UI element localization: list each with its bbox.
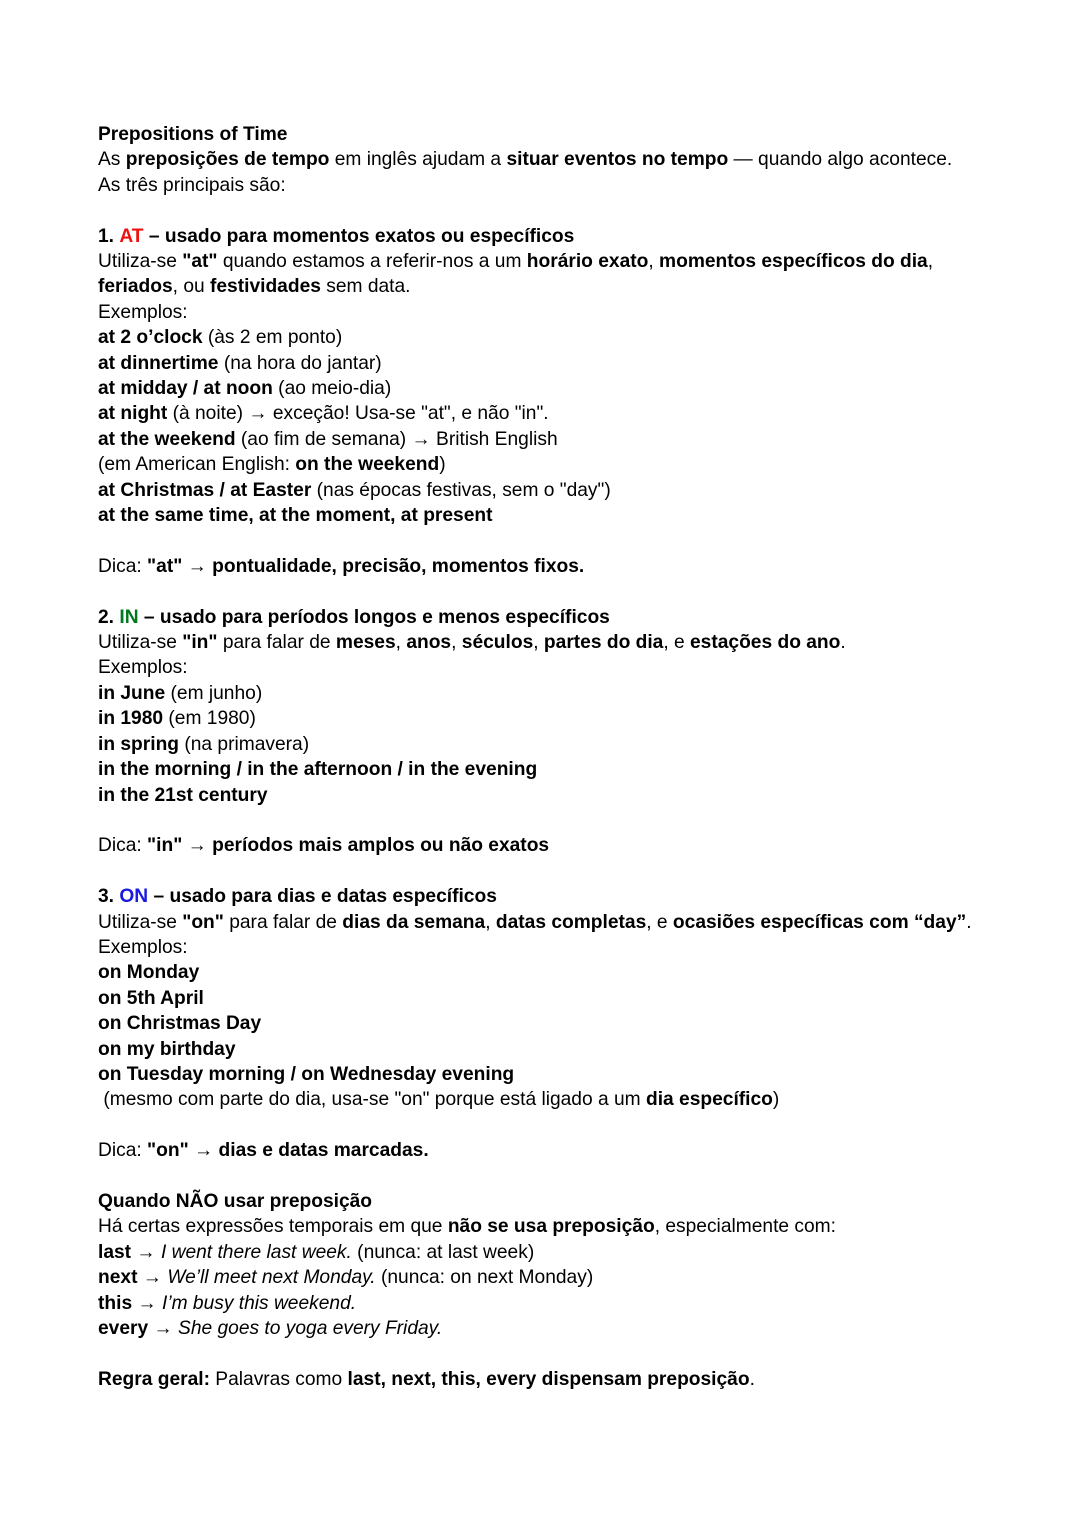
example-item xyxy=(98,376,976,401)
example-term: at Christmas / at Easter xyxy=(98,479,312,501)
example-term: at midday / at noon xyxy=(98,378,273,400)
examples-label-on: Exemplos: xyxy=(98,936,188,958)
section-heading-rest-2: – usado para períodos longos e menos específicos xyxy=(138,606,610,628)
tip-quoted: "at" xyxy=(147,555,183,577)
intro-bold-1: preposições de tempo xyxy=(125,149,330,171)
in-intro-b6: estações do ano xyxy=(690,632,841,654)
final-section-intro xyxy=(98,1214,976,1239)
example-item xyxy=(98,401,976,426)
rule-term: every xyxy=(98,1317,149,1339)
section-heading-rest-1: – usado para momentos exatos ou específicos xyxy=(143,225,575,247)
in-intro-b2: meses xyxy=(335,632,396,654)
tip-label: Dica: xyxy=(98,835,148,857)
at-intro-t3: , xyxy=(648,251,660,273)
in-intro-b1: "in" xyxy=(182,632,218,654)
in-intro-b3: anos xyxy=(406,632,452,654)
at-intro-t6: sem data. xyxy=(320,276,411,298)
section-heading-rest-3: – usado para dias e datas específicos xyxy=(148,886,497,908)
rule-term: last xyxy=(98,1241,132,1263)
rule-item xyxy=(98,1265,976,1290)
rule-term: this xyxy=(98,1292,133,1314)
example-gloss: (nas épocas festivas, sem o "day") xyxy=(311,479,611,501)
intro-text-1: As xyxy=(98,149,126,171)
in-intro-t2: para falar de xyxy=(217,632,336,654)
spacer xyxy=(98,579,976,604)
example-item xyxy=(98,1037,976,1062)
section-number-3: 3. xyxy=(98,886,115,908)
spacer xyxy=(98,528,976,553)
example-term: in 1980 xyxy=(98,708,164,730)
at-intro-b3: momentos específicos do dia xyxy=(659,251,928,273)
tip-label: Dica: xyxy=(98,555,148,577)
example-gloss: (mesmo com parte do dia, usa-se "on" porque está ligado a um xyxy=(98,1089,646,1111)
example-item xyxy=(98,986,976,1011)
section-intro-in xyxy=(98,630,976,655)
document-body xyxy=(98,122,976,1392)
intro-text-3: — quando algo acontece. As três principais são: xyxy=(98,149,957,196)
on-intro-b3: datas completas xyxy=(495,911,647,933)
examples-label-at: Exemplos: xyxy=(98,301,188,323)
on-intro-t2: para falar de xyxy=(223,911,343,933)
section-heading-in xyxy=(98,605,976,630)
example-item xyxy=(98,478,976,503)
tip-quoted: "on" xyxy=(147,1140,189,1162)
example-term: at the same time, at the moment, at present xyxy=(98,505,493,527)
example-term: dia específico xyxy=(645,1089,773,1111)
example-gloss: (na primavera) xyxy=(179,733,310,755)
arrow-icon: → xyxy=(182,555,213,577)
spacer xyxy=(98,859,976,884)
section-heading-on xyxy=(98,884,976,909)
example-item xyxy=(98,706,976,731)
arrow-icon: → xyxy=(132,1292,162,1314)
example-term: on 5th April xyxy=(98,987,204,1009)
tip-label: Dica: xyxy=(98,1140,148,1162)
in-intro-t7: . xyxy=(840,632,846,654)
example-term: at the weekend xyxy=(98,428,236,450)
example-gloss: (ao fim de semana) → British English xyxy=(235,428,558,450)
at-intro-t4: , xyxy=(927,251,939,273)
rule-item xyxy=(98,1316,976,1341)
rule-note: (nunca: on next Monday) xyxy=(375,1267,594,1289)
example-gloss: (à noite) → exceção! Usa-se "at", e não "in". xyxy=(167,403,549,425)
tip-text: pontualidade, precisão, momentos fixos. xyxy=(212,555,585,577)
in-intro-t3: , xyxy=(395,632,407,654)
tip-text: períodos mais amplos ou não exatos xyxy=(212,835,550,857)
rule-example: I’m busy this weekend. xyxy=(161,1292,357,1314)
example-term: on Monday xyxy=(98,962,200,984)
example-item xyxy=(98,732,976,757)
arrow-icon: → xyxy=(137,1267,168,1289)
example-gloss: (em 1980) xyxy=(163,708,256,730)
example-term: at night xyxy=(98,403,168,425)
keyword-in: IN xyxy=(119,606,139,628)
in-intro-b4: séculos xyxy=(461,632,534,654)
example-gloss: (ao meio-dia) xyxy=(272,378,392,400)
at-intro-t2: quando estamos a referir-nos a um xyxy=(217,251,527,273)
intro-paragraph xyxy=(98,147,976,198)
keyword-at: AT xyxy=(119,225,144,247)
examples-label-in: Exemplos: xyxy=(98,657,188,679)
example-item xyxy=(98,960,976,985)
at-intro-b4: feriados xyxy=(98,276,173,298)
final-intro-t1: Há certas expressões temporais em que xyxy=(98,1216,448,1238)
in-intro-t5: , xyxy=(533,632,544,654)
example-term: at dinnertime xyxy=(98,352,219,374)
rule-item xyxy=(98,1240,976,1265)
on-intro-t5: . xyxy=(966,911,972,933)
rule-item xyxy=(98,1291,976,1316)
in-intro-t1: Utiliza-se xyxy=(98,632,183,654)
example-term: in spring xyxy=(98,733,180,755)
example-item xyxy=(98,1011,976,1036)
example-term: in June xyxy=(98,682,166,704)
example-gloss: (na hora do jantar) xyxy=(218,352,382,374)
on-intro-b2: dias da semana xyxy=(342,911,486,933)
example-gloss-tail: ) xyxy=(772,1089,780,1111)
rule-example: She goes to yoga every Friday. xyxy=(178,1317,443,1339)
example-term: on the weekend xyxy=(295,454,440,476)
example-item xyxy=(98,1087,976,1112)
example-item xyxy=(98,783,976,808)
on-intro-b4: ocasiões específicas com “day” xyxy=(672,911,967,933)
tip-quoted: "in" xyxy=(147,835,183,857)
keyword-on: ON xyxy=(119,886,149,908)
example-gloss: (em junho) xyxy=(165,682,263,704)
on-intro-b1: "on" xyxy=(182,911,224,933)
at-intro-b5: festividades xyxy=(210,276,321,298)
on-intro-t3: , xyxy=(485,911,496,933)
example-term: on Christmas Day xyxy=(98,1013,262,1035)
spacer xyxy=(98,1341,976,1366)
example-term: on Tuesday morning / on Wednesday evening xyxy=(98,1063,515,1085)
intro-text-2: em inglês ajudam a xyxy=(329,149,507,171)
example-item xyxy=(98,1062,976,1087)
example-term: on my birthday xyxy=(98,1038,236,1060)
tip-in xyxy=(98,833,976,858)
rule-example: I went there last week. xyxy=(160,1241,352,1263)
final-intro-t2: , especialmente com: xyxy=(654,1216,836,1238)
arrow-icon: → xyxy=(148,1317,179,1339)
spacer xyxy=(98,1164,976,1189)
section-intro-on xyxy=(98,910,976,935)
example-term: at 2 o’clock xyxy=(98,327,203,349)
example-item xyxy=(98,503,976,528)
at-intro-b2: horário exato xyxy=(526,251,649,273)
arrow-icon: → xyxy=(131,1241,161,1263)
general-rule-label: Regra geral: xyxy=(98,1368,210,1390)
general-rule-b1: last, next, this, every dispensam preposição xyxy=(347,1368,750,1390)
spacer xyxy=(98,198,976,223)
page-title: Prepositions of Time xyxy=(98,124,288,145)
tip-on xyxy=(98,1138,976,1163)
example-gloss: (às 2 em ponto) xyxy=(202,327,343,349)
section-intro-at xyxy=(98,249,976,300)
in-intro-b5: partes do dia xyxy=(543,632,664,654)
example-item xyxy=(98,325,976,350)
at-intro-b1: "at" xyxy=(182,251,218,273)
general-rule-t2: . xyxy=(749,1368,755,1390)
arrow-icon: → xyxy=(188,1140,219,1162)
section-number-1: 1. xyxy=(98,225,115,247)
rule-example: We’ll meet next Monday. xyxy=(167,1267,376,1289)
intro-bold-2: situar eventos no tempo xyxy=(506,149,729,171)
example-item xyxy=(98,427,976,452)
example-term: in the morning / in the afternoon / in the evening xyxy=(98,759,538,781)
general-rule xyxy=(98,1367,976,1392)
spacer xyxy=(98,1113,976,1138)
tip-at xyxy=(98,554,976,579)
final-section-heading: Quando NÃO usar preposição xyxy=(98,1190,373,1212)
rule-note: (nunca: at last week) xyxy=(351,1241,535,1263)
at-intro-t5: , ou xyxy=(172,276,210,298)
example-item xyxy=(98,351,976,376)
on-intro-t4: , e xyxy=(646,911,673,933)
example-item xyxy=(98,452,976,477)
general-rule-t1: Palavras como xyxy=(209,1368,348,1390)
final-intro-b1: não se usa preposição xyxy=(447,1216,655,1238)
example-term: in the 21st century xyxy=(98,784,268,806)
example-item xyxy=(98,681,976,706)
arrow-icon: → xyxy=(182,835,213,857)
in-intro-t4: , xyxy=(451,632,462,654)
on-intro-t1: Utiliza-se xyxy=(98,911,183,933)
example-item xyxy=(98,757,976,782)
section-heading-at xyxy=(98,224,976,249)
in-intro-t6: , e xyxy=(663,632,691,654)
example-gloss-tail: ) xyxy=(439,454,446,476)
rule-term: next xyxy=(98,1267,138,1289)
spacer xyxy=(98,808,976,833)
at-intro-t1: Utiliza-se xyxy=(98,251,183,273)
tip-text: dias e datas marcadas. xyxy=(218,1140,429,1162)
section-number-2: 2. xyxy=(98,606,115,628)
example-gloss: (em American English: xyxy=(98,454,296,476)
